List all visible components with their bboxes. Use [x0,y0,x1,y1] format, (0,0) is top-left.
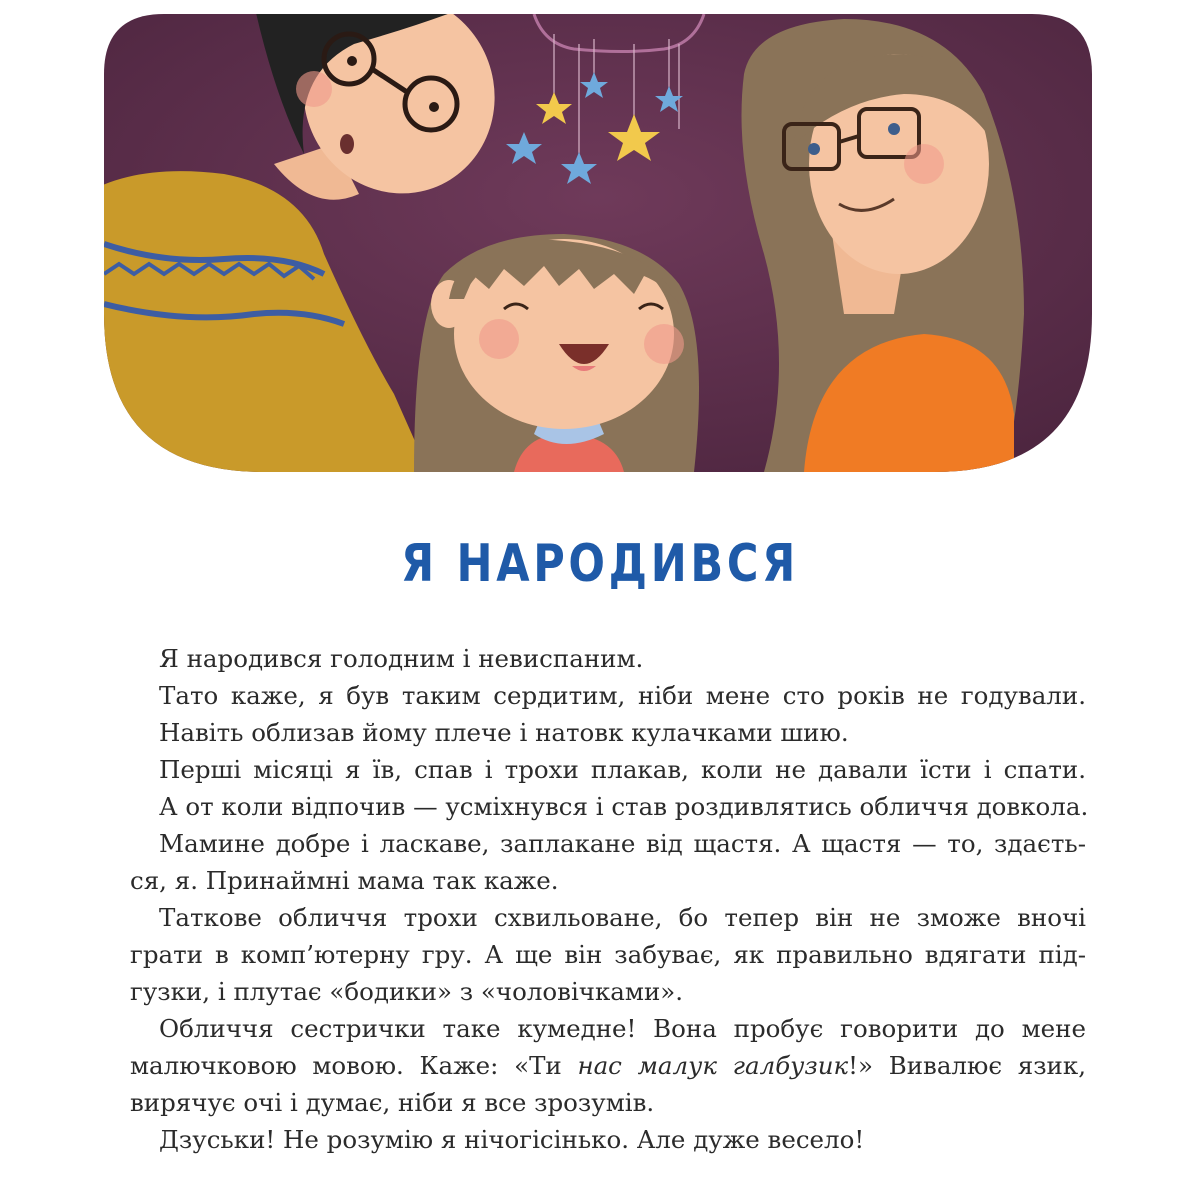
family-illustration [104,14,1092,472]
story-text-segment: малючковою мовою. Каже: «Ти [130,1051,578,1080]
story-line: вирячує очі і думає, ніби я все зрозумів. [130,1088,655,1117]
story-line: Тато каже, я був таким сердитим, ніби мене сто років не годували. [159,681,1086,710]
story-line: А от коли відпочив — усміхнувся і став роздивлятись обличчя довкола. [159,792,1089,821]
story-line: Обличчя сестрички таке кумедне! Вона пробує говорити до мене [159,1014,1086,1043]
girl-figure [414,234,699,472]
story-line: гузки, і плутає «бодики» з «чоловічками». [130,977,684,1006]
story-line: Мамине добре і ласкаве, заплакане від щастя. А щастя — то, здаєть- [159,829,1086,858]
story-line-mixed [130,1047,1086,1084]
chapter-title: Я НАРОДИВСЯ [401,534,799,594]
story-line: грати в комп’ютерну гру. А ще він забуває, як правильно вдягати під- [130,940,1086,969]
story-line: ся, я. Принаймні мама так каже. [130,866,559,895]
story-text-segment: !» Вивалює язик, [848,1051,1086,1080]
story-text [130,640,1089,1158]
story-line: Я народився голодним і невиспаним. [159,644,644,673]
story-line: Перші місяці я їв, спав і трохи плакав, коли не давали їсти і спати. [159,755,1086,784]
story-italic-phrase: нас малук галбузик [577,1051,849,1080]
story-line: Дзуськи! Не розумію я нічогісінько. Але дуже весело! [159,1125,865,1154]
story-line: Таткове обличчя трохи схвильоване, бо тепер він не зможе вночі [159,903,1086,932]
story-line: Навіть облизав йому плече і натовк кулачками шию. [159,718,849,747]
